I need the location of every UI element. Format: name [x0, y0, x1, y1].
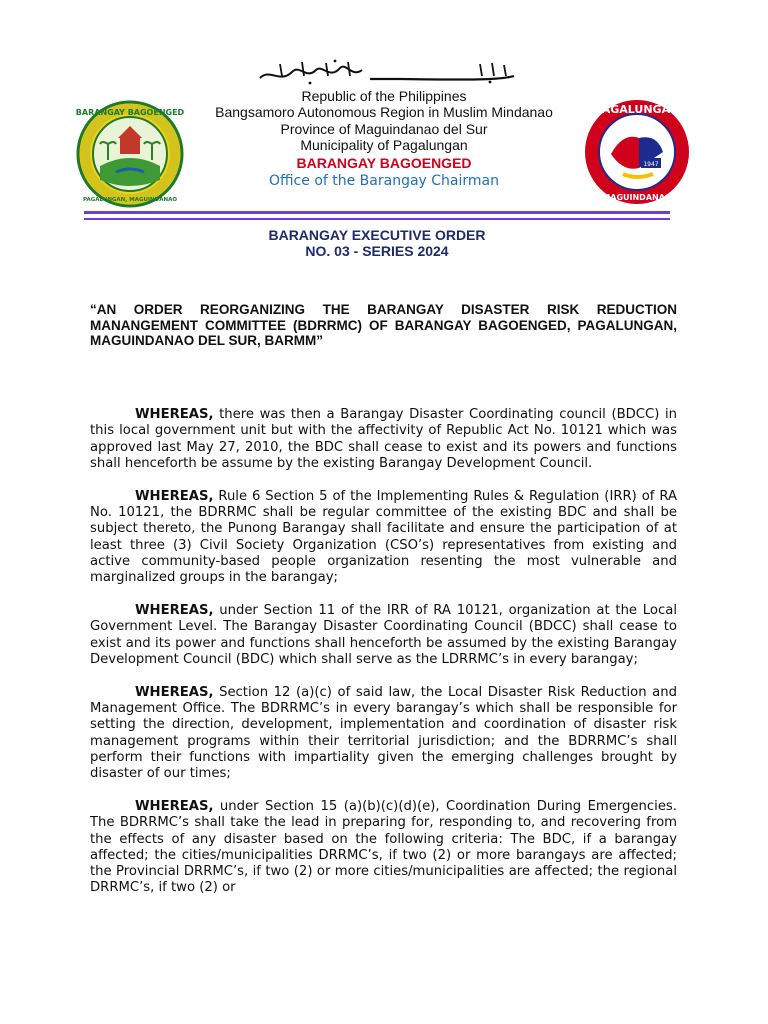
whereas-lead: WHEREAS, — [135, 798, 214, 814]
paragraph-text: Section 12 (a)(c) of said law, the Local Disaster Risk Reduction and Management Office. The BDRRMC’s in every barangay’s which shall be responsible for setting the direction, development, implementation and coordination of disaster risk management programs within their territorial jurisdiction; and the BDRRMC’s shall perform their functions with impartiality given the emerging challenges brought by disaster of our times; — [90, 684, 677, 782]
municipal-seal-icon — [583, 98, 691, 206]
executive-order-heading: BARANGAY EXECUTIVE ORDER — [268, 227, 486, 243]
executive-order-number: NO. 03 - SERIES 2024 — [305, 243, 449, 259]
letterhead — [190, 88, 578, 190]
whereas-paragraph — [90, 489, 677, 587]
svg-text:BARANGAY BAGOENGED: BARANGAY BAGOENGED — [76, 108, 184, 117]
country-line: Republic of the Philippines — [301, 88, 467, 104]
barangay-name: BARANGAY BAGOENGED — [296, 154, 472, 171]
office-name: Office of the Barangay Chairman — [269, 172, 499, 189]
whereas-lead: WHEREAS, — [135, 488, 214, 504]
paragraph-text: Rule 6 Section 5 of the Implementing Rules & Regulation (IRR) of RA No. 10121, the BDRRMC shall be regular committee of the existing BDC and shall be subject thereto, the Punong Barangay shall facilitate and ensure the participation of at least three (3) Civil Society Organization (CSO’s) representatives from existing and active community-based people organization resenting the most vulnerable and marginalized groups in the barangay; — [90, 488, 677, 586]
whereas-lead: WHEREAS, — [135, 602, 214, 618]
svg-text:PAGALUNGAN: PAGALUNGAN — [594, 103, 680, 116]
whereas-paragraph — [90, 685, 677, 783]
province-line: Province of Maguindanao del Sur — [280, 120, 488, 137]
region-line: Bangsamoro Autonomous Region in Muslim Mindanao — [215, 104, 553, 121]
header-divider-top — [84, 211, 670, 214]
paragraph-text: under Section 15 (a)(b)(c)(d)(e), Coordination During Emergencies. The BDRRMC’s shall take the lead in preparing for, responding to, and recovering from the effects of any disaster based on the following criteria: The BDC, if a barangay affected; the cities/municipalities DRRMC’s, if two (2) or more barangays are affected; the Provincial DRRMC’s, if two (2) or more cities/municipalities are affected; the regional DRRMC’s, if two (2) or — [90, 798, 677, 896]
whereas-paragraph — [90, 407, 677, 472]
paragraph-text: there was then a Barangay Disaster Coordinating council (BDCC) in this local government unit but with the affectivity of Republic Act No. 10121 which was approved last May 27, 2010, the BDC shall cease to exist and its powers and functions shall henceforth be assume by the existing Barangay Development Council. — [90, 407, 677, 471]
document-body — [90, 407, 677, 913]
paragraph-text: under Section 11 of the IRR of RA 10121, organization at the Local Government Level. The Barangay Disaster Coordinating Council (BDCC) shall cease to exist and its power and functions shall henceforth be assumed by the existing Barangay Development Council (BDC) which shall serve as the LDRRMC’s in every barangay; — [90, 602, 677, 667]
executive-order-title — [84, 227, 670, 259]
svg-text:MAGUINDANAO: MAGUINDANAO — [602, 193, 672, 202]
whereas-lead: WHEREAS, — [135, 407, 214, 422]
header-divider-bottom — [84, 218, 670, 220]
barangay-seal-icon — [76, 100, 184, 208]
municipality-line: Municipality of Pagalungan — [300, 137, 468, 154]
order-subject: “AN ORDER REORGANIZING THE BARANGAY DISASTER RISK REDUCTION MANANGEMENT COMMITTEE (BDRRMC) OF BARANGAY BAGOENGED, PAGALUNGAN, MAGUINDANAO DEL SUR, BARMM” — [90, 302, 677, 348]
whereas-paragraph — [90, 603, 677, 668]
svg-text:PAGALUNGAN, MAGUINDANAO: PAGALUNGAN, MAGUINDANAO — [82, 197, 178, 203]
bismillah-calligraphy-icon — [250, 58, 518, 86]
svg-text:1947: 1947 — [643, 161, 659, 168]
whereas-paragraph — [90, 799, 677, 897]
whereas-lead: WHEREAS, — [135, 684, 214, 700]
